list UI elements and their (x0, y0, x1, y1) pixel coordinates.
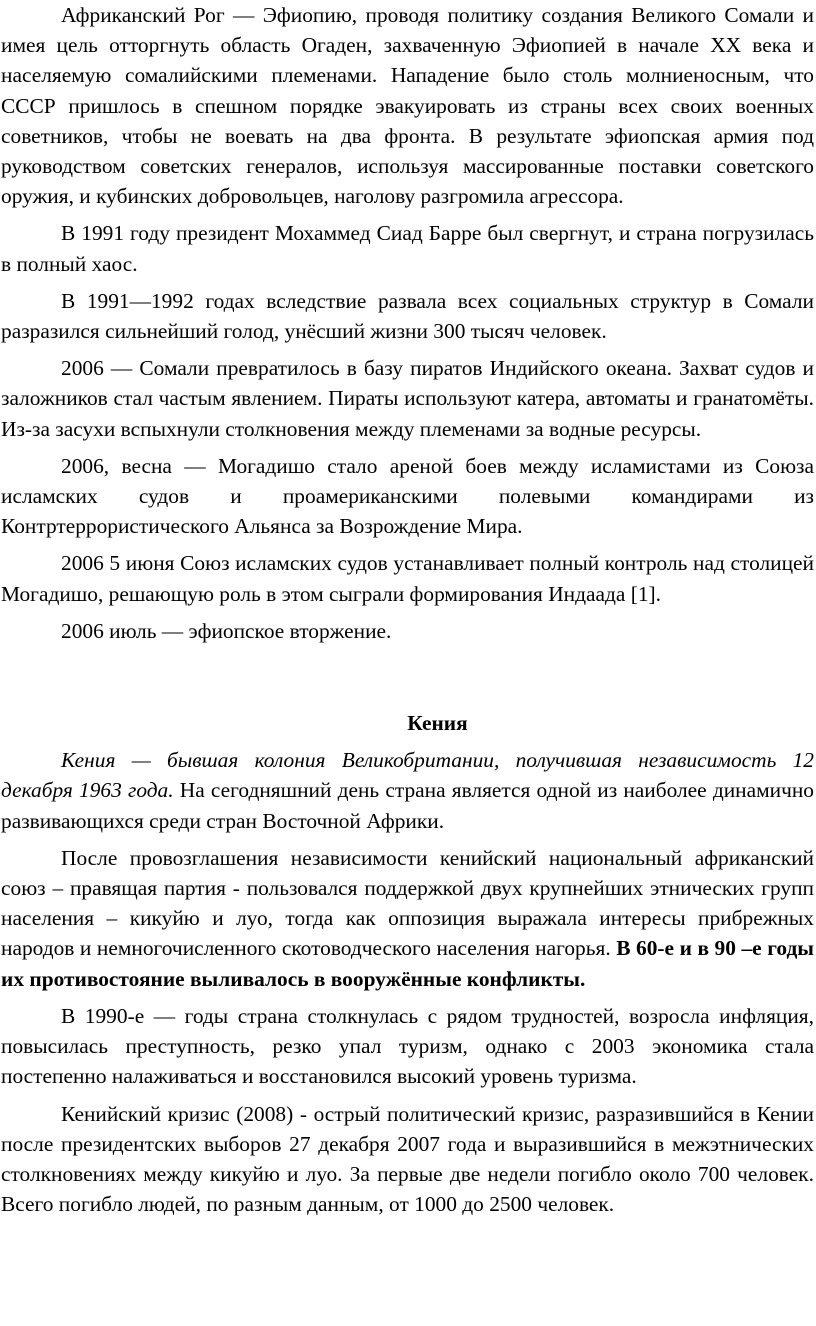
kenya-independence-bold: В 60-е и в 90 –е годы их противостояние выливалось в вооружённые конфликты. (1, 936, 814, 991)
paragraph-2006-pirates: 2006 — Сомали превратилось в базу пиратов Индийского океана. Захват судов и заложников стал частым явлением. Пираты используют катера, автоматы и гранатомёты. Из-за засухи вспыхнули столкновения между племенами за водные ресурсы. (1, 356, 814, 441)
paragraph-1991-overthrow: В 1991 году президент Мохаммед Сиад Барре был свергнут, и страна погрузилась в полный хаос. (1, 221, 814, 276)
paragraph-2006-july: 2006 июль — эфиопское вторжение. (61, 618, 392, 643)
kenya-intro-rest: На сегодняшний день страна является одной из наиболее динамично развивающихся среди стран Восточной Африки. (1, 778, 814, 833)
paragraph-kenya-intro (1, 745, 814, 836)
paragraph-kenya-crisis-2008: Кенийский кризис (2008) - острый политический кризис, разразившийся в Кении после президентских выборов 27 декабря 2007 года и выразившийся в межэтнических столкновениях между кикуйю и луо. За первые две недели погибло около 700 человек. Всего погибло людей, по разным данным, от 1000 до 2500 человек. (1, 1101, 814, 1217)
section-heading-kenya: Кения (407, 711, 468, 736)
paragraph-1991-1992-famine: В 1991—1992 годах вследствие развала всех социальных структур в Сомали разразился сильнейший голод, унёсший жизни 300 тысяч человек. (1, 288, 814, 344)
kenya-intro-italic: Кения — бывшая колония Великобритании, получившая независимость 12 декабря 1963 года. (1, 748, 814, 803)
paragraph-horn-of-africa: Африканский Рог — Эфиопию, проводя политику создания Великого Сомали и имея цель отторгнуть область Огаден, захваченную Эфиопией в начале XX века и населяемую сомалийскими племенами. Нападение было столь молниеносным, что СССР пришлось в спешном порядке эвакуировать из страны всех своих военных советников, чтобы не воевать на два фронта. В результате эфиопская армия под руководством советских генералов, используя массированные поставки советского оружия, и кубинских добровольцев, наголову разгромила агрессора. (1, 3, 814, 209)
paragraph-kenya-independence (1, 843, 814, 994)
paragraph-2006-june: 2006 5 июня Союз исламских судов устанавливает полный контроль над столицей Могадишо, решающую роль в этом сыграли формирования Индаада [1]. (1, 551, 814, 606)
paragraph-kenya-1990s: В 1990-е — годы страна столкнулась с рядом трудностей, возросла инфляция, повысилась преступность, резко упал туризм, однако с 2003 экономика стала постепенно налаживаться и восстановился высокий уровень туризма. (1, 1003, 814, 1089)
kenya-independence-text: После провозглашения независимости кенийский национальный африканский союз – правящая партия - пользовался поддержкой двух крупнейших этнических групп населения – кикуйю и луо, тогда как оппозиция выражала интересы прибрежных народов и немногочисленного скотоводческого населения нагорья. (1, 845, 814, 961)
paragraph-2006-spring: 2006, весна — Могадишо стало ареной боев между исламистами из Союза исламских судов и проамериканскими полевыми командирами из Контртеррористического Альянса за Возрождение Мира. (1, 453, 814, 539)
